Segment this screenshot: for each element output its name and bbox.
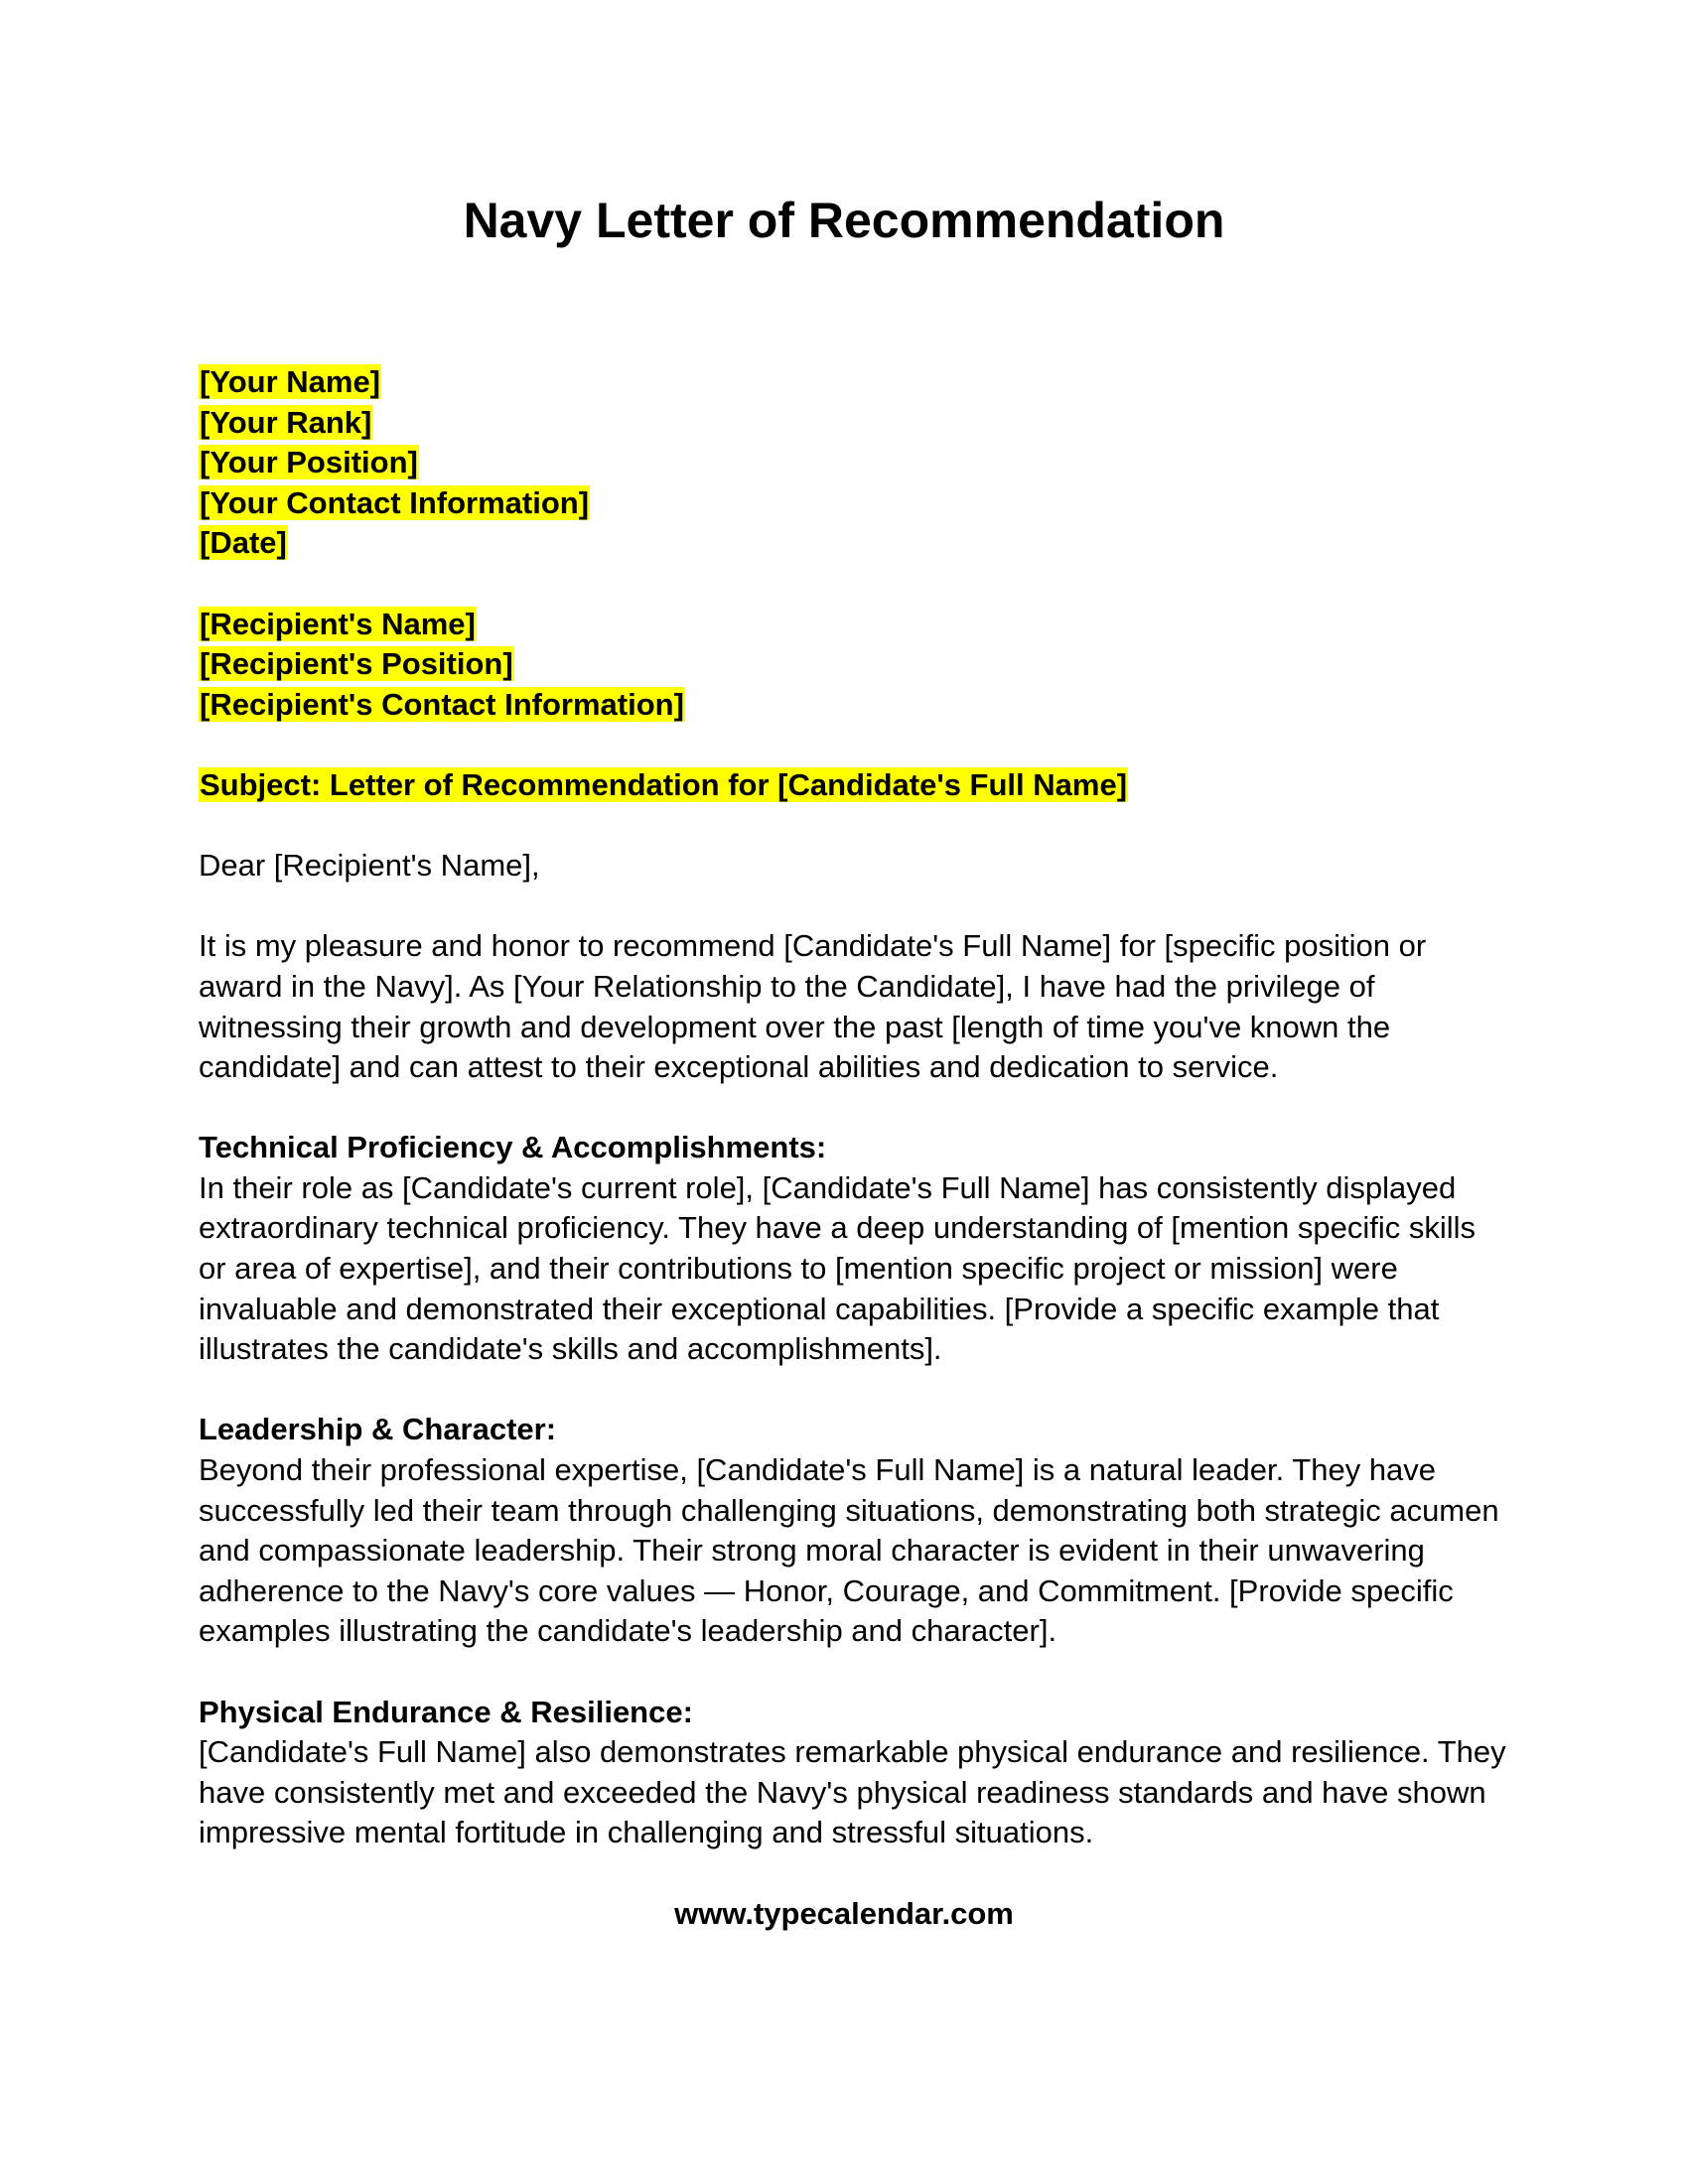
- section-heading: Technical Proficiency & Accomplishments:: [199, 1130, 827, 1165]
- sender-date: [Date]: [200, 525, 287, 561]
- sender-position: [Your Position]: [200, 445, 418, 480]
- section-line: adherence to the Navy's core values — Honor, Courage, and Commitment. [Provide specific: [199, 1572, 1454, 1608]
- section-heading: Leadership & Character:: [199, 1412, 557, 1447]
- sender-contact: [Your Contact Information]: [200, 484, 590, 520]
- section-line: and compassionate leadership. Their strong moral character is evident in their unwavering: [199, 1533, 1425, 1569]
- intro-line: award in the Navy]. As [Your Relationship to the Candidate], I have had the privilege of: [199, 968, 1375, 1004]
- letter-body: [199, 362, 1506, 1894]
- website-link[interactable]: www.typecalendar.com: [674, 1896, 1014, 1931]
- sender-block: [199, 362, 1499, 564]
- section-line: Beyond their professional expertise, [Candidate's Full Name] is a natural leader. They have: [199, 1452, 1437, 1488]
- sender-name: [Your Name]: [200, 364, 381, 399]
- section-line: In their role as [Candidate's current role], [Candidate's Full Name] has consistently displayed: [199, 1169, 1457, 1205]
- document-title: Navy Letter of Recommendation: [463, 193, 1225, 248]
- section-line: or area of expertise], and their contributions to [mention specific project or mission] were: [199, 1251, 1398, 1287]
- salutation: Dear [Recipient's Name],: [199, 848, 540, 884]
- section-leadership: [199, 1410, 1499, 1652]
- section-line: illustrates the candidate's skills and accomplishments].: [199, 1331, 942, 1367]
- recipient-name: [Recipient's Name]: [200, 606, 476, 641]
- recipient-contact: [Recipient's Contact Information]: [200, 686, 684, 722]
- section-line: examples illustrating the candidate's leadership and character].: [199, 1613, 1057, 1649]
- subject-line: Subject: Letter of Recommendation for [Candidate's Full Name]: [200, 766, 1128, 802]
- section-line: invaluable and demonstrated their exceptional capabilities. [Provide a specific example that: [199, 1291, 1440, 1326]
- section-line: successfully led their team through challenging situations, demonstrating both strategic acumen: [199, 1492, 1499, 1528]
- section-physical: [199, 1693, 1506, 1853]
- section-technical: [199, 1128, 1499, 1370]
- section-line: have consistently met and exceeded the Navy's physical readiness standards and have shown: [199, 1774, 1486, 1810]
- intro-line: It is my pleasure and honor to recommend [Candidate's Full Name] for [specific position or: [199, 928, 1427, 964]
- recipient-position: [Recipient's Position]: [200, 646, 513, 682]
- sender-rank: [Your Rank]: [200, 404, 372, 440]
- section-line: [Candidate's Full Name] also demonstrates remarkable physical endurance and resilience. They: [199, 1734, 1506, 1770]
- intro-line: candidate] and can attest to their exceptional abilities and dedication to service.: [199, 1049, 1279, 1085]
- recipient-block: [199, 605, 1499, 726]
- subject-block: [199, 765, 1499, 806]
- intro-line: witnessing their growth and development over the past [length of time you've known the: [199, 1009, 1391, 1044]
- section-heading: Physical Endurance & Resilience:: [199, 1694, 693, 1729]
- section-line: impressive mental fortitude in challenging and stressful situations.: [199, 1815, 1094, 1850]
- intro-paragraph: [199, 926, 1499, 1087]
- section-line: extraordinary technical proficiency. They have a deep understanding of [mention specific skills: [199, 1210, 1477, 1246]
